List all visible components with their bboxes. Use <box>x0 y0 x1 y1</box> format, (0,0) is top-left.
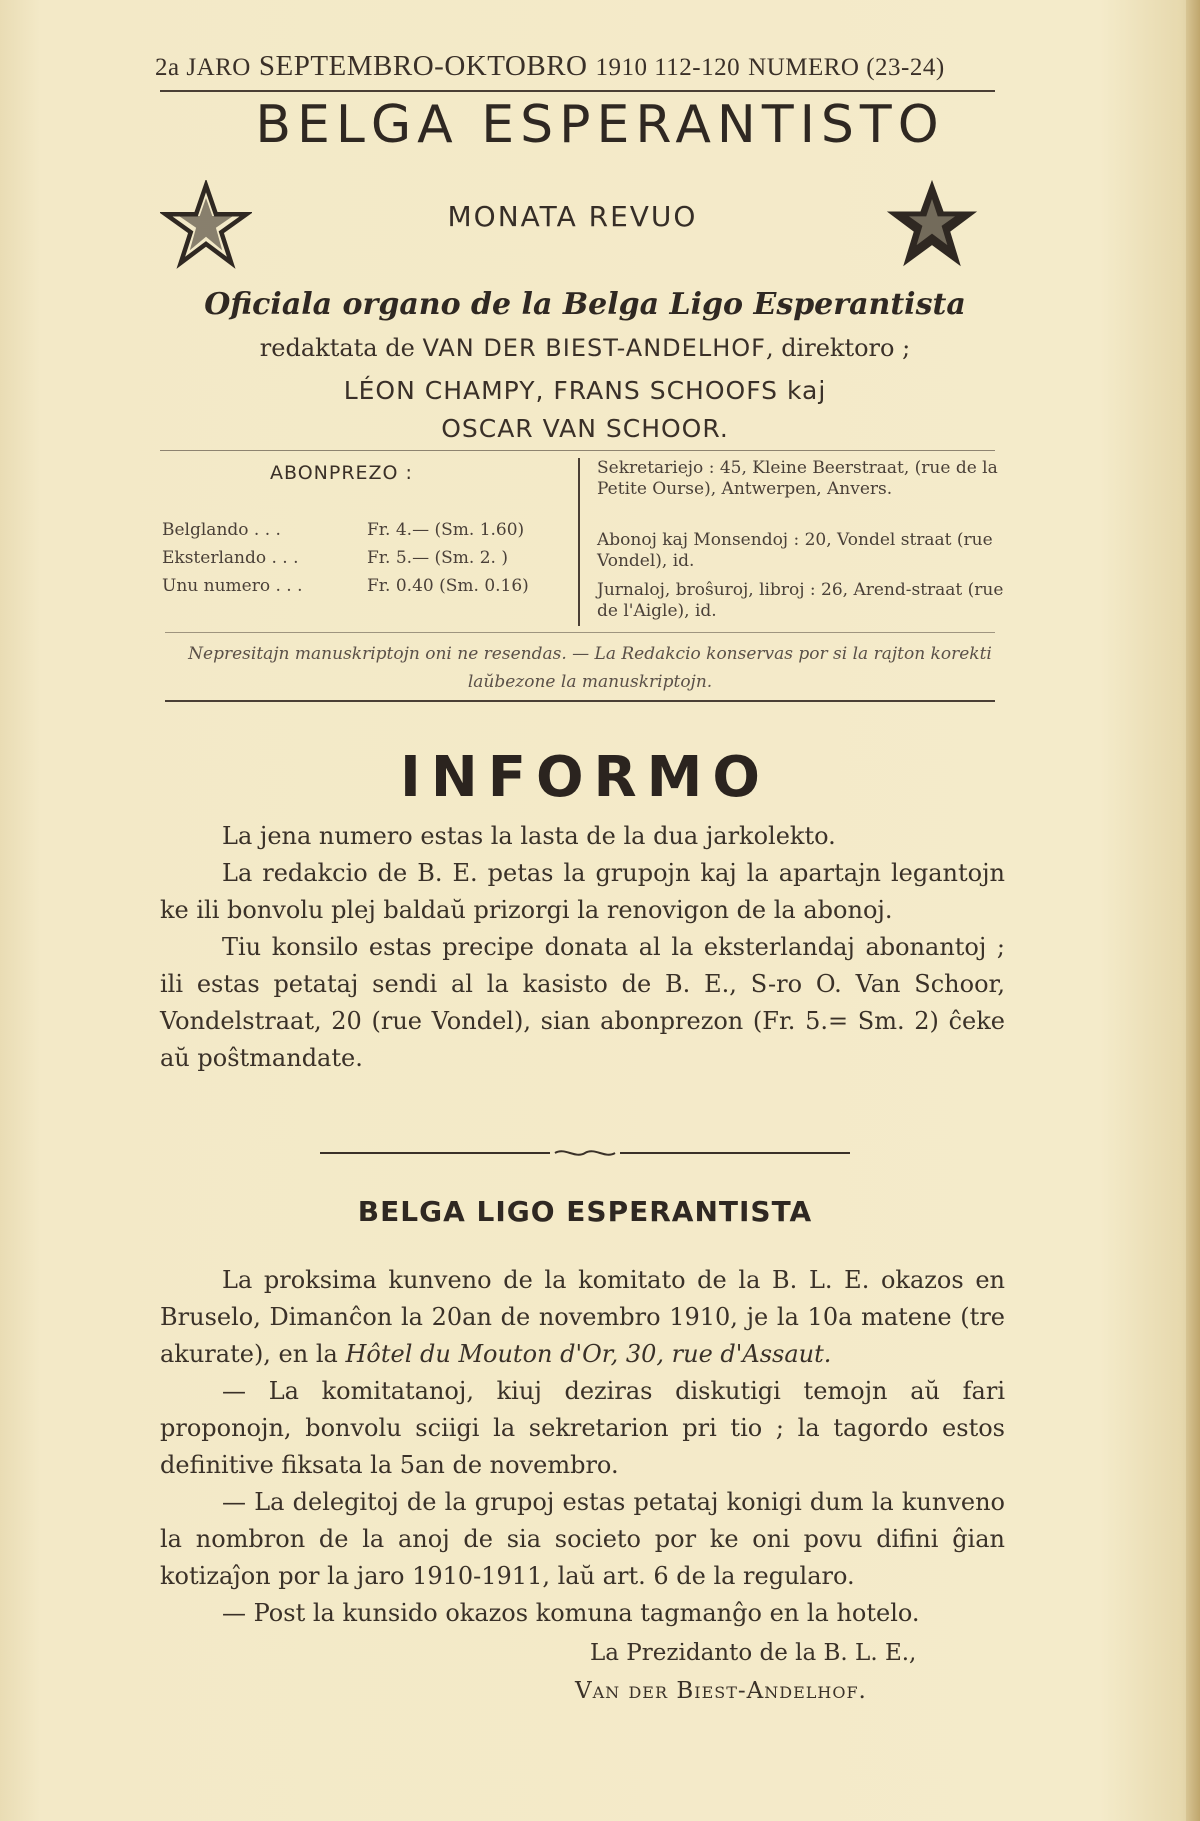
journal-title: BELGA ESPERANTISTO <box>255 95 945 155</box>
issue-year: 2a JARO <box>155 54 251 81</box>
header-rule <box>160 90 995 92</box>
page-edge <box>1186 0 1200 1821</box>
ligo-paragraph-text: La proksima kunveno de la komitato de la B. L. E. okazos en Bruselo, Dimanĉon la 20an de novembro 1910, je la 10a matene (tre akurate), en la <box>160 1266 1005 1368</box>
subscription-place: Unu numero . . . <box>162 576 303 596</box>
informo-heading: INFORMO <box>399 745 770 810</box>
abon-top-rule <box>160 450 995 451</box>
issue-months: SEPTEMBRO-OKTOBRO <box>258 50 588 82</box>
director-name: VAN DER BIEST-ANDELHOF <box>422 334 766 362</box>
issue-number: NUMERO (23-24) <box>748 54 945 81</box>
manuscripts-notice: Nepresitajn manuskriptojn oni ne resendas. — La Redakcio konservas por si la rajton korekti laŭbezone la manuskriptojn. <box>188 644 992 692</box>
subscription-row <box>162 548 508 568</box>
official-organ-line: Oficiala organo de la Belga Ligo Esperantista <box>204 287 966 322</box>
ligo-paragraph: — La komitatanoj, kiuj deziras diskutigi temojn aŭ fari proponojn, bonvolu sciigi la sekretarion pri tio ; la tagordo estos definitive fiksata la 5an de novembro. <box>160 1377 1005 1479</box>
ligo-text <box>160 1262 1005 1632</box>
edited-by-line <box>0 334 1170 362</box>
ligo-paragraph: — Post la kunsido okazos komuna tagmanĝo en la hotelo. <box>222 1599 920 1627</box>
journal-subtitle: MONATA REVUO <box>447 200 698 233</box>
column-divider <box>578 458 580 626</box>
informo-text <box>160 818 1005 1077</box>
hotel-venue: Hôtel du Mouton d'Or, 30, rue d'Assaut. <box>345 1340 832 1368</box>
editors-line-1: LÉON CHAMPY, FRANS SCHOOFS kaj <box>343 376 827 405</box>
ligo-paragraph <box>160 1262 1005 1373</box>
signature-name: Van der Biest-Andelhof. <box>575 1678 867 1704</box>
informo-paragraph: La jena numero estas la lasta de la dua jarkolekto. <box>222 822 836 850</box>
address-secretariat: Sekretariejo : 45, Kleine Beerstraat, (rue de la Petite Ourse), Antwerpen, Anvers. <box>597 458 998 499</box>
issue-date-info: 1910 112-120 <box>595 54 741 81</box>
editors-line-2: OSCAR VAN SCHOOR. <box>441 414 729 443</box>
ligo-paragraph: — La delegitoj de la grupoj estas petataj konigi dum la kunveno la nombron de la anoj de sia societo por ke oni povu difini ĝian kotizaĵon por la jaro 1910-1911, laŭ art. 6 de la regularo. <box>160 1488 1005 1590</box>
issue-header <box>155 50 1000 83</box>
address-subscriptions: Abonoj kaj Monsendoj : 20, Vondel straat (rue Vondel), id. <box>597 530 993 571</box>
subscription-place: Eksterlando . . . <box>162 548 299 568</box>
section-ornament <box>320 1147 850 1159</box>
subscription-price: Fr. 4.— (Sm. 1.60) <box>367 520 525 540</box>
director-suffix: , direktoro ; <box>765 334 911 362</box>
ligo-heading: BELGA LIGO ESPERANTISTA <box>357 1195 813 1228</box>
star-right-icon <box>882 176 982 272</box>
subscription-row <box>162 576 529 596</box>
edited-prefix: redaktata de <box>259 334 415 362</box>
subscription-price: Fr. 5.— (Sm. 2. ) <box>367 548 508 568</box>
notice-top-rule <box>165 632 995 633</box>
informo-paragraph: La redakcio de B. E. petas la grupojn kaj la apartajn legantojn ke ili bonvolu plej baldaŭ prizorgi la renovigon de la abonoj. <box>160 859 1005 924</box>
subscription-place: Belglando . . . <box>162 520 281 540</box>
subscription-row <box>162 520 524 540</box>
informo-paragraph: Tiu konsilo estas precipe donata al la eksterlandaj abonantoj ; ili estas petataj sendi al la kasisto de B. E., S-ro O. Van Schoor, Vondelstraat, 20 (rue Vondel), sian abonprezon (Fr. 5.= Sm. 2) ĉeke aŭ poŝtmandate. <box>160 933 1005 1072</box>
address-journals: Jurnaloj, broŝuroj, libroj : 26, Arend-straat (rue de l'Aigle), id. <box>597 580 1004 621</box>
signature-title: La Prezidanto de la B. L. E., <box>590 1640 917 1666</box>
masthead-bottom-rule <box>165 700 995 702</box>
subscription-title: ABONPREZO : <box>270 462 413 484</box>
subscription-price: Fr. 0.40 (Sm. 0.16) <box>367 576 529 596</box>
